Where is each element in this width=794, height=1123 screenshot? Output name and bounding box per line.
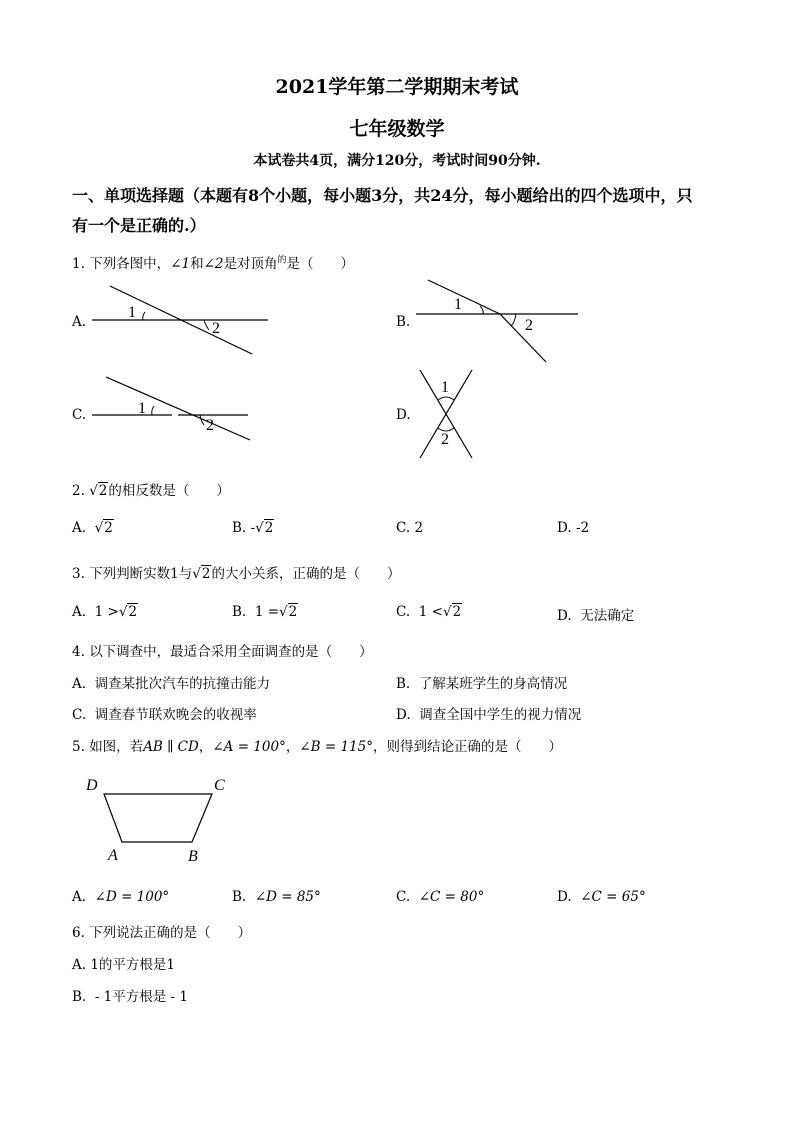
angle-label-1: 1 [441,379,449,396]
q5-option-d[interactable]: D. ∠C = 65° [557,889,646,905]
q2-option-c[interactable]: C. 2 [396,520,424,536]
question-number: 1. [72,256,85,272]
q3-option-a[interactable]: A. 1 >√2 [72,604,138,620]
exam-note: 本试卷共4页，满分120分，考试时间90分钟. [253,153,541,169]
q1-figure-c [88,374,253,442]
sqrt-expression: √2 [255,520,274,536]
q2-option-d[interactable]: D. -2 [557,520,590,536]
question-text: 的大小关系，正确的是（ ） [211,566,401,582]
angle-label-2: 2 [525,317,533,334]
angle-2: ∠2 [203,256,224,272]
q1-figure-a [88,282,268,358]
sqrt-expression: √2 [279,604,298,620]
q3-option-c[interactable]: C. 1 <√2 [396,604,462,620]
sqrt-expression: √2 [94,520,113,536]
question-1 [72,252,354,272]
angle-1: ∠1 [170,256,191,272]
q3-option-d[interactable]: D. 无法确定 [557,608,635,624]
question-text: 是（ ） [286,256,355,272]
q6-option-a[interactable]: A. 1的平方根是1 [72,957,176,973]
question-number: 6. [72,925,85,941]
angle-label-1: 1 [128,304,136,321]
section-heading-line1: 一、单项选择题（本题有8个小题，每小题3分，共24分，每小题给出的四个选项中，只 [72,186,693,205]
q1-option-a-label[interactable]: A. [72,314,87,330]
q4-option-b[interactable]: B. 了解某班学生的身高情况 [396,676,568,692]
question-text: 如图，若 [89,739,144,755]
question-text: 的相反数是（ ） [108,483,230,499]
q3-option-b[interactable]: B. 1 =√2 [232,604,298,620]
q1-option-c-label[interactable]: C. [72,407,87,423]
question-number: 3. [72,566,85,582]
question-text: ，则得到结论正确的是（ ） [372,739,562,755]
angle-label-1: 1 [138,400,146,417]
vertex-label-b: B [188,848,198,865]
question-4 [72,640,373,660]
angle-b-condition: ∠B = 115° [299,739,373,755]
superscript-char: 的 [277,255,287,266]
angle-label-2: 2 [212,320,220,337]
question-5: 5. 如图，若AB ∥ CD，∠A = 100°，∠B = 115°，则得到结论正确的是（ ） [72,739,562,755]
angle-label-2: 2 [206,417,214,434]
sqrt-expression: √2 [192,566,211,582]
q2-option-b[interactable]: B. -√2 [232,520,274,536]
sqrt-expression: √2 [442,604,462,620]
angle-a-condition: ∠A = 100° [212,739,286,755]
question-text: 下列说法正确的是（ ） [89,925,252,941]
vertex-label-c: C [214,777,225,794]
question-number: 4. [72,644,85,660]
q1-figure-d [416,366,476,462]
sqrt-expression: √2 [118,604,138,620]
question-text: 下列各图中， [89,256,171,272]
vertex-label-a: A [108,847,118,864]
exam-title: 2021学年第二学期期末考试 [275,76,519,98]
vertex-label-d: D [86,777,98,794]
question-number: 5. [72,739,85,755]
q4-option-a[interactable]: A. 调查某批次汽车的抗撞击能力 [72,676,271,692]
q5-option-b[interactable]: B. ∠D = 85° [232,889,321,905]
q4-option-d[interactable]: D. 调查全国中学生的视力情况 [396,707,582,723]
question-text: 以下调查中，最适合采用全面调查的是（ ） [89,644,373,660]
section-heading-line2: 有一个是正确的.） [72,216,206,235]
question-number: 2. [72,483,85,499]
q6-option-b[interactable]: B. - 1平方根是 - 1 [72,989,188,1005]
question-text: 下列判断实数1与 [89,566,193,582]
question-text: 是对顶角 [223,256,278,272]
q4-option-c[interactable]: C. 调查春节联欢晚会的收视率 [72,707,257,723]
question-6 [72,921,251,941]
q1-figure-b [412,276,582,364]
question-text: 和 [190,256,204,272]
sqrt-expression: √2 [89,483,108,499]
q5-option-c[interactable]: C. ∠C = 80° [396,889,485,905]
q5-option-a[interactable]: A. ∠D = 100° [72,889,170,905]
exam-subtitle: 七年级数学 [349,118,445,140]
question-3 [72,562,400,582]
angle-label-1: 1 [454,296,462,313]
parallel-condition: AB ∥ CD [143,739,199,755]
q1-option-d-label[interactable]: D. [396,407,411,423]
q2-option-a[interactable]: A. √2 [72,520,113,536]
question-2 [72,479,230,499]
angle-label-2: 2 [441,431,449,448]
q5-trapezoid-figure [80,772,240,868]
q1-option-b-label[interactable]: B. [396,314,411,330]
